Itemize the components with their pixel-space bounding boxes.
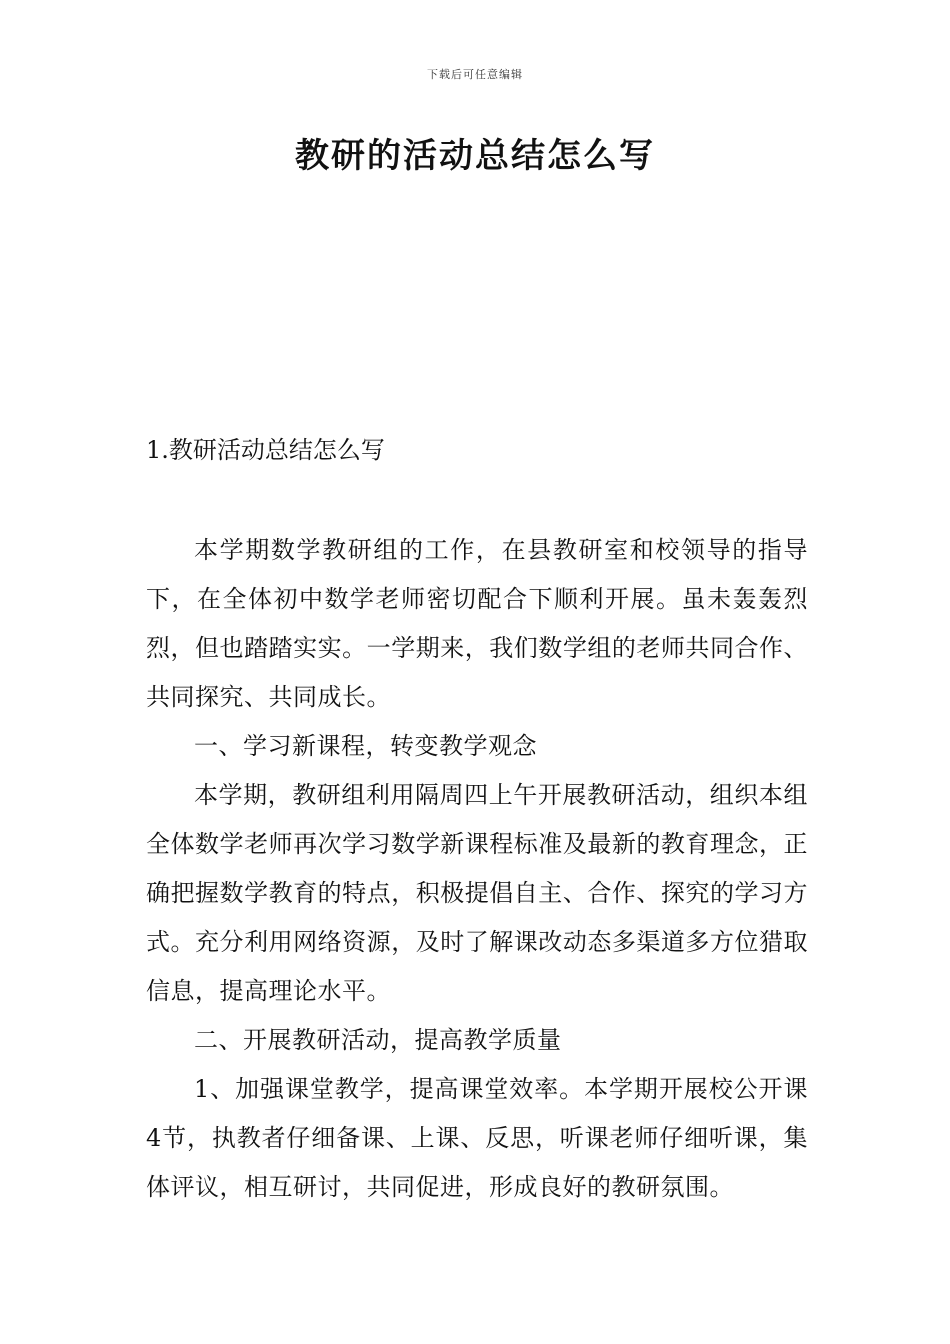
section-heading: 1.教研活动总结怎么写 (146, 436, 385, 464)
document-title: 教研的活动总结怎么写 (295, 136, 655, 176)
paragraph-study: 本学期，教研组利用隔周四上午开展教研活动，组织本组全体数学老师再次学习数学新课程标准及最新的教育理念，正确把握数学教育的特点，积极提倡自主、合作、探究的学习方式。充分利用网络资源，及时了解课改动态多渠道多方位猎取信息，提高理论水平。 (146, 781, 808, 1005)
paragraph-subheading-2: 二、开展教研活动，提高教学质量 (194, 1026, 562, 1054)
paragraph-classroom: 1、加强课堂教学，提高课堂效率。本学期开展校公开课4节，执教者仔细备课、上课、反思，听课老师仔细听课，集体评议，相互研讨，共同促进，形成良好的教研氛围。 (146, 1075, 808, 1201)
paragraph-subheading-1: 一、学习新课程，转变教学观念 (194, 732, 537, 760)
document-body (146, 526, 808, 1212)
page-header-note: 下载后可任意编辑 (427, 68, 523, 81)
paragraph-intro: 本学期数学教研组的工作，在县教研室和校领导的指导下，在全体初中数学老师密切配合下顺利开展。虽未轰轰烈烈，但也踏踏实实。一学期来，我们数学组的老师共同合作、共同探究、共同成长。 (146, 536, 808, 711)
